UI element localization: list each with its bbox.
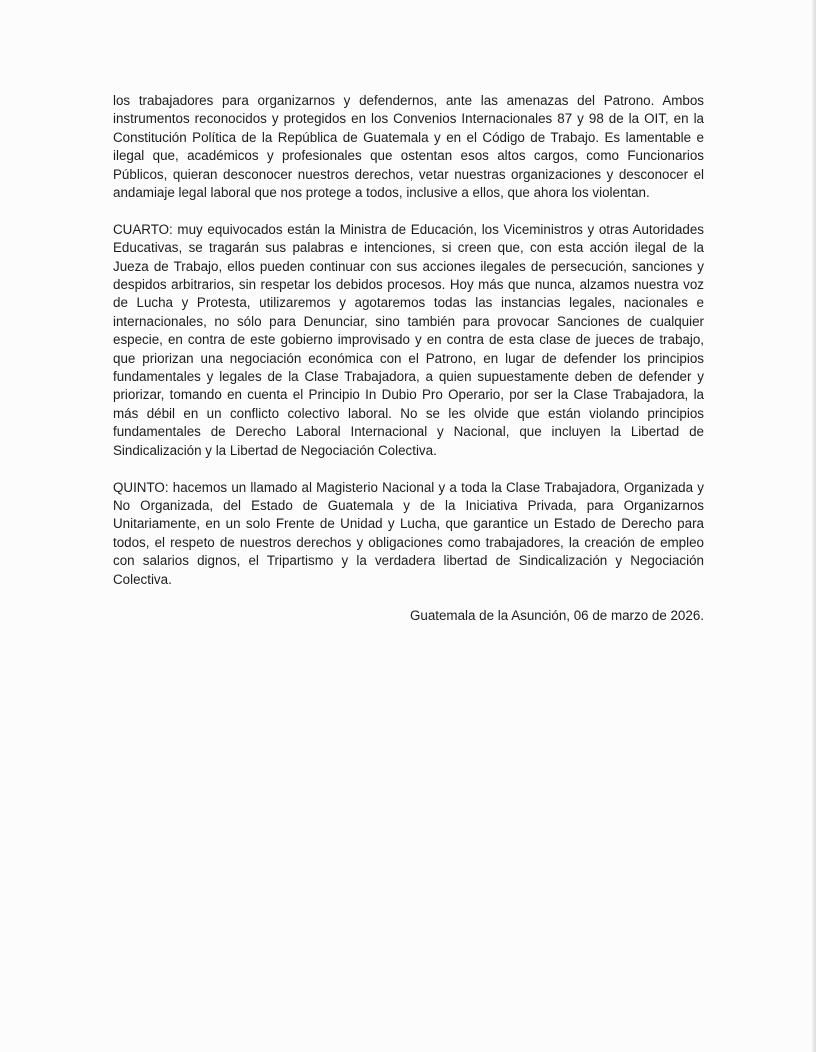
place-date-line: Guatemala de la Asunción, 06 de marzo de 2026. [409, 608, 704, 624]
paragraph-quinto: QUINTO: hacemos un llamado al Magisterio Nacional y a toda la Clase Trabajadora, Organizada y No Organizada, del Estado de Guatemala y de la Iniciativa Privada, para Organizarnos Unitariamente, en un solo Frente de Unidad y Lucha, que garantice un Estado de Derecho para todos, el respeto de nuestros derechos y obligaciones como trabajadores, la creación de empleo con salarios dignos, el Tripartismo y la verdadera libertad de Sindicalización y Negociación Colectiva. [113, 479, 704, 587]
paragraph-cuarto: CUARTO: muy equivocados están la Ministra de Educación, los Viceministros y otras Autoridades Educativas, se tragarán sus palabras e intenciones, si creen que, con esta acción ilegal de la Jueza de Trabajo, ellos pueden continuar con sus acciones ilegales de persecución, sanciones y despidos arbitrarios, sin respetar los debidos procesos. Hoy más que nunca, alzamos nuestra voz de Lucha y Protesta, utilizaremos y agotaremos todas las instancias legales, nacionales e internacionales, no sólo para Denunciar, sino también para provocar Sanciones de cualquier especie, en contra de este gobierno improvisado y en contra de esta clase de jueces de trabajo, que priorizan una negociación económica con el Patrono, en lugar de defender los principios fundamentales y legales de la Clase Trabajadora, a quien supuestamente deben de defender y priorizar, tomando en cuenta el Principio In Dubio Pro Operario, por ser la Clase Trabajadora, la más débil en un conflicto colectivo laboral. No se les olvide que están violando principios fundamentales de Derecho Laboral Internacional y Nacional, que incluyen la Libertad de Sindicalización y la Libertad de Negociación Colectiva. [113, 221, 704, 458]
document-body [113, 92, 704, 644]
paragraph-continuation: los trabajadores para organizarnos y defendernos, ante las amenazas del Patrono. Ambos instrumentos reconocidos y protegidos en los Convenios Internacionales 87 y 98 de la OIT, en la Constitución Política de la República de Guatemala y en el Código de Trabajo. Es lamentable e ilegal que, académicos y profesionales que ostentan esos altos cargos, como Funcionarios Públicos, quieran desconocer nuestros derechos, vetar nuestras organizaciones y desconocer el andamiaje legal laboral que nos protege a todos, inclusive a ellos, que ahora los violentan. [113, 93, 704, 201]
page-edge [812, 0, 816, 1052]
